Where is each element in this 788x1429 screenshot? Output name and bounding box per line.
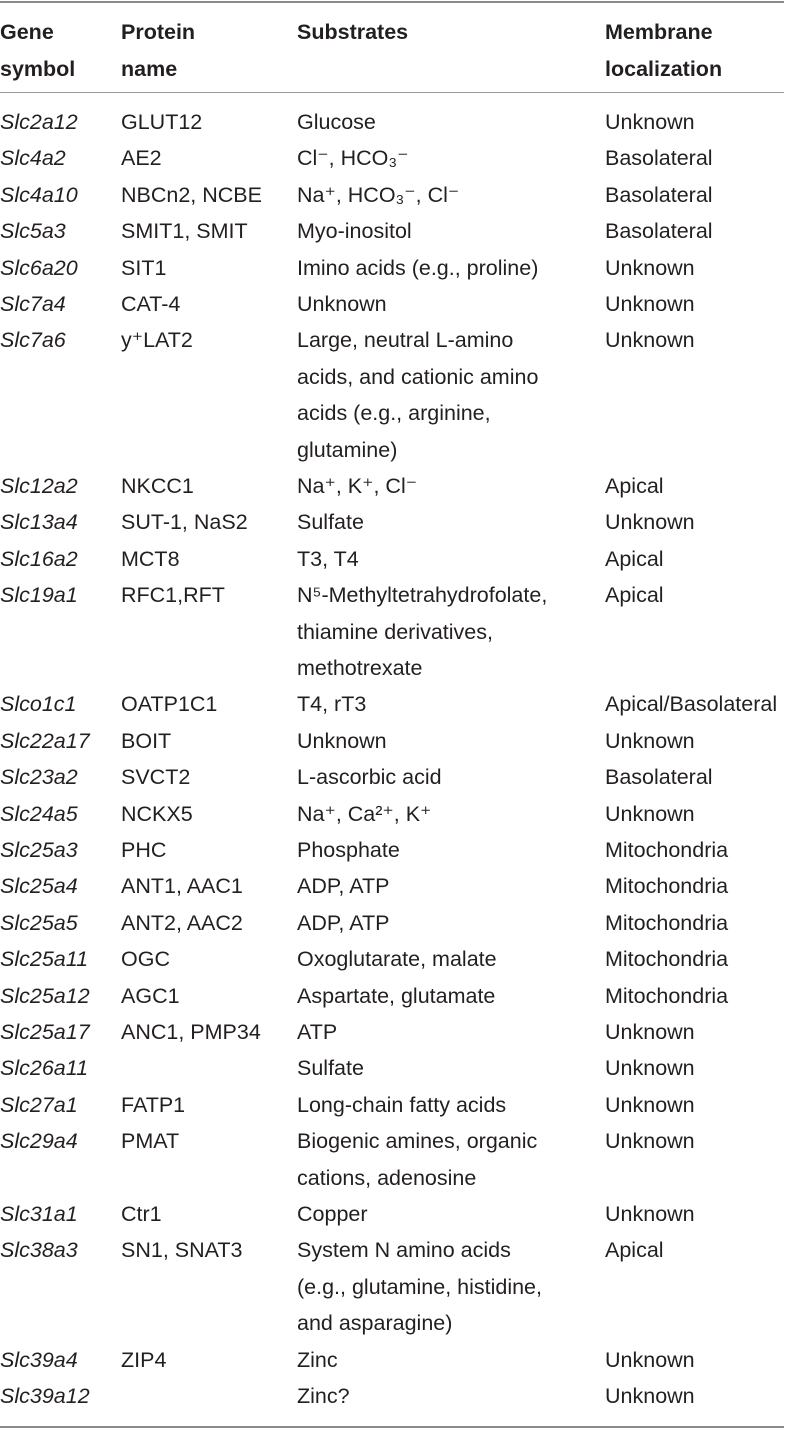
header-substrates: Substrates: [297, 20, 409, 44]
membrane-localization-cell: Unknown: [605, 1202, 695, 1226]
substrates-cell: [297, 104, 376, 140]
gene-symbol-cell: Slc2a12: [0, 110, 78, 134]
substrates-line: Myo-inositol: [297, 219, 412, 244]
gene-symbol-cell: Slc19a1: [0, 583, 78, 608]
substrates-line: Cl⁻, HCO₃⁻: [297, 146, 409, 171]
substrates-cell: [297, 1196, 368, 1232]
membrane-localization-cell: Unknown: [605, 1056, 695, 1081]
protein-name-cell: NCKX5: [121, 801, 193, 826]
protein-name-cell: SUT-1, NaS2: [121, 510, 248, 535]
substrates-line: acids, and cationic amino: [297, 364, 539, 389]
membrane-localization-cell: Apical: [605, 1238, 664, 1263]
header-membrane-localization: Membrane localization: [605, 20, 723, 81]
substrates-cell: [297, 832, 400, 868]
gene-symbol-cell: Slc12a2: [0, 474, 78, 498]
gene-symbol-cell: Slc39a12: [0, 1384, 90, 1408]
substrates-line: methotrexate: [297, 656, 423, 680]
membrane-localization-cell: Basolateral: [605, 219, 713, 244]
membrane-localization-cell: Mitochondria: [605, 874, 729, 899]
gene-symbol-cell: Slc23a2: [0, 765, 78, 790]
membrane-localization-cell: Unknown: [605, 1347, 695, 1372]
substrates-cell: [297, 686, 366, 722]
protein-name-cell: AGC1: [121, 983, 180, 1008]
protein-name-cell: FATP1: [121, 1092, 186, 1117]
substrates-line: Large, neutral L-amino: [297, 328, 514, 353]
protein-name-cell: ANC1, PMP34: [121, 1020, 261, 1044]
substrates-cell: [297, 1050, 364, 1086]
membrane-localization-cell: Apical: [605, 546, 664, 571]
substrates-cell: [297, 723, 387, 759]
gene-symbol-cell: Slco1c1: [0, 692, 77, 717]
substrates-line: ATP: [297, 1020, 338, 1044]
substrates-line: Long-chain fatty acids: [297, 1092, 507, 1117]
membrane-localization-cell: Unknown: [605, 292, 695, 316]
substrates-cell: [297, 1123, 537, 1196]
membrane-localization-cell: Unknown: [605, 1384, 695, 1408]
substrates-line: ADP, ATP: [297, 874, 390, 899]
substrates-line: Glucose: [297, 110, 376, 134]
membrane-localization-cell: Apical/Basolateral: [605, 692, 778, 717]
gene-symbol-cell: Slc4a10: [0, 182, 78, 207]
gene-symbol-cell: Slc7a6: [0, 328, 66, 353]
substrates-cell: [297, 1378, 350, 1414]
substrates-line: Sulfate: [297, 510, 364, 535]
gene-symbol-cell: Slc22a17: [0, 728, 90, 753]
substrates-cell: [297, 1014, 337, 1050]
gene-symbol-cell: Slc16a2: [0, 546, 78, 571]
membrane-localization-cell: Unknown: [605, 110, 695, 134]
protein-name-cell: y⁺LAT2: [121, 328, 193, 353]
gene-symbol-cell: Slc26a11: [0, 1056, 89, 1081]
protein-name-cell: Ctr1: [121, 1202, 162, 1226]
protein-name-cell: ANT2, AAC2: [121, 910, 243, 935]
substrates-line: Imino acids (e.g., proline): [297, 255, 539, 280]
substrates-line: Unknown: [297, 292, 387, 316]
substrates-line: Unknown: [297, 728, 387, 753]
protein-name-cell: ANT1, AAC1: [121, 874, 243, 899]
protein-name-cell: SIT1: [121, 255, 167, 280]
protein-name-cell: OGC: [121, 947, 170, 972]
protein-name-cell: GLUT12: [121, 110, 203, 134]
substrates-line: L-ascorbic acid: [297, 765, 442, 790]
substrates-cell: [297, 250, 538, 286]
substrates-cell: [297, 468, 417, 504]
substrates-line: glutamine): [297, 437, 398, 462]
protein-name-cell: ZIP4: [121, 1347, 167, 1372]
gene-symbol-cell: Slc25a11: [0, 947, 89, 972]
substrates-line: ADP, ATP: [297, 910, 390, 935]
header-rule: [0, 92, 784, 93]
substrates-cell: [297, 140, 408, 176]
header-gene-symbol: Gene symbol: [0, 20, 76, 81]
substrates-cell: [297, 577, 547, 686]
substrates-line: N⁵-Methyltetrahydrofolate,: [297, 583, 548, 608]
membrane-localization-cell: Basolateral: [605, 765, 713, 790]
header-protein-name: Protein name: [121, 20, 196, 81]
substrates-line: Sulfate: [297, 1056, 364, 1081]
substrates-cell: [297, 504, 364, 540]
gene-symbol-cell: Slc29a4: [0, 1129, 78, 1154]
top-rule: [0, 1, 784, 3]
protein-name-cell: PMAT: [121, 1129, 180, 1154]
substrates-cell: [297, 1087, 506, 1123]
substrates-line: System N amino acids: [297, 1238, 511, 1263]
membrane-localization-cell: Basolateral: [605, 182, 713, 207]
gene-symbol-cell: Slc39a4: [0, 1347, 78, 1372]
membrane-localization-cell: Basolateral: [605, 146, 713, 171]
substrates-line: (e.g., glutamine, histidine,: [297, 1274, 542, 1299]
membrane-localization-cell: Apical: [605, 583, 664, 608]
protein-name-cell: SN1, SNAT3: [121, 1238, 243, 1263]
substrates-cell: [297, 759, 442, 795]
substrates-line: Oxoglutarate, malate: [297, 947, 497, 972]
substrates-cell: [297, 1232, 542, 1341]
substrates-line: acids (e.g., arginine,: [297, 401, 491, 426]
gene-symbol-cell: Slc38a3: [0, 1238, 78, 1263]
membrane-localization-cell: Unknown: [605, 801, 695, 826]
substrates-line: Aspartate, glutamate: [297, 983, 496, 1008]
gene-symbol-cell: Slc27a1: [0, 1092, 78, 1117]
protein-name-cell: SVCT2: [121, 765, 191, 790]
substrates-line: Na⁺, K⁺, Cl⁻: [297, 474, 418, 498]
gene-symbol-cell: Slc25a4: [0, 874, 78, 899]
membrane-localization-cell: Apical: [605, 474, 664, 498]
substrates-line: Copper: [297, 1202, 368, 1226]
gene-symbol-cell: Slc24a5: [0, 801, 78, 826]
gene-symbol-cell: Slc25a17: [0, 1020, 90, 1044]
substrates-cell: [297, 322, 538, 468]
substrates-line: Zinc: [297, 1347, 338, 1372]
membrane-localization-cell: Mitochondria: [605, 838, 729, 862]
substrates-cell: [297, 905, 389, 941]
gene-symbol-cell: Slc6a20: [0, 255, 78, 280]
membrane-localization-cell: Mitochondria: [605, 983, 729, 1008]
substrates-line: and asparagine): [297, 1311, 453, 1336]
substrates-cell: [297, 941, 497, 977]
substrates-line: Phosphate: [297, 838, 400, 862]
substrates-cell: [297, 213, 412, 249]
membrane-localization-cell: Unknown: [605, 728, 695, 753]
protein-name-cell: MCT8: [121, 546, 180, 571]
membrane-localization-cell: Unknown: [605, 1020, 695, 1044]
protein-name-cell: SMIT1, SMIT: [121, 219, 248, 244]
gene-symbol-cell: Slc4a2: [0, 146, 66, 171]
substrates-line: Na⁺, Ca²⁺, K⁺: [297, 801, 432, 826]
membrane-localization-cell: Unknown: [605, 255, 695, 280]
gene-symbol-cell: Slc5a3: [0, 219, 66, 244]
bottom-rule: [0, 1426, 784, 1428]
substrates-cell: [297, 541, 359, 577]
substrates-line: Zinc?: [297, 1384, 350, 1408]
membrane-localization-cell: Mitochondria: [605, 910, 729, 935]
gene-symbol-cell: Slc25a5: [0, 910, 78, 935]
gene-symbol-cell: Slc25a3: [0, 838, 78, 862]
substrates-cell: [297, 177, 459, 213]
protein-name-cell: RFC1,RFT: [121, 583, 225, 608]
protein-name-cell: NBCn2, NCBE: [121, 182, 262, 207]
substrates-line: cations, adenosine: [297, 1165, 477, 1190]
substrates-line: T4, rT3: [297, 692, 367, 717]
gene-symbol-cell: Slc13a4: [0, 510, 78, 535]
substrates-cell: [297, 868, 389, 904]
substrates-cell: [297, 796, 431, 832]
protein-name-cell: CAT-4: [121, 292, 181, 316]
protein-name-cell: NKCC1: [121, 474, 194, 498]
substrates-cell: [297, 1342, 338, 1378]
membrane-localization-cell: Unknown: [605, 510, 695, 535]
membrane-localization-cell: Mitochondria: [605, 947, 729, 972]
substrates-line: Na⁺, HCO₃⁻, Cl⁻: [297, 182, 460, 207]
gene-symbol-cell: Slc7a4: [0, 292, 66, 316]
substrates-cell: [297, 286, 387, 322]
membrane-localization-cell: Unknown: [605, 1129, 695, 1154]
protein-name-cell: BOIT: [121, 728, 172, 753]
membrane-localization-cell: Unknown: [605, 1092, 695, 1117]
gene-symbol-cell: Slc25a12: [0, 983, 90, 1008]
protein-name-cell: OATP1C1: [121, 692, 218, 717]
substrates-line: T3, T4: [297, 546, 359, 571]
substrates-line: thiamine derivatives,: [297, 619, 493, 644]
protein-name-cell: PHC: [121, 838, 167, 862]
substrates-line: Biogenic amines, organic: [297, 1129, 538, 1154]
protein-name-cell: AE2: [121, 146, 162, 171]
gene-symbol-cell: Slc31a1: [0, 1202, 78, 1226]
membrane-localization-cell: Unknown: [605, 328, 695, 353]
substrates-cell: [297, 978, 495, 1014]
